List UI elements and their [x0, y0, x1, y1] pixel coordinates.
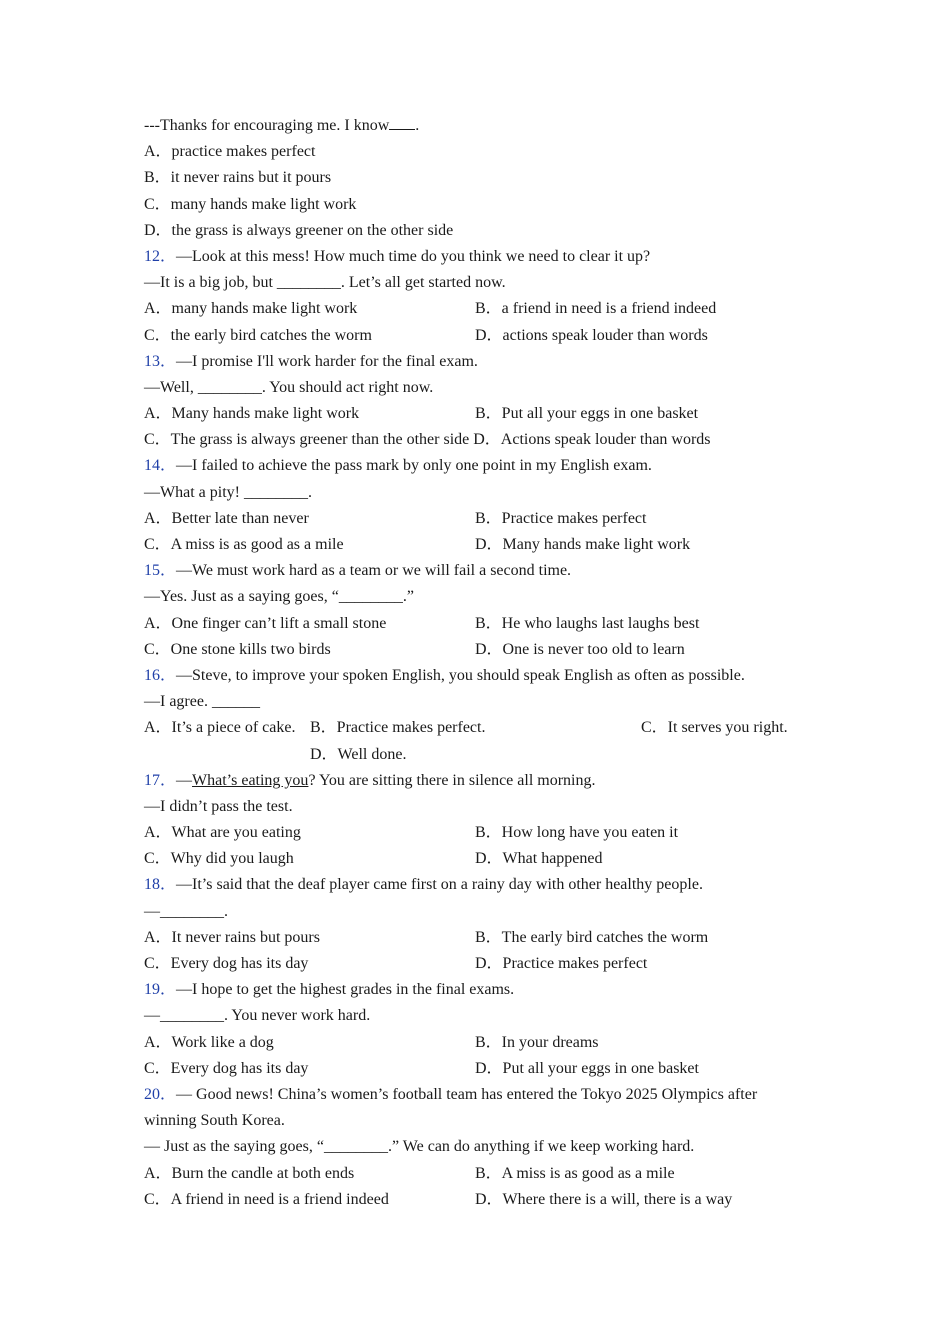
question-line: —I hope to get the highest grades in the final exams.: [176, 981, 515, 999]
question-line-cont: winning South Korea.: [144, 1112, 285, 1130]
option-row: [144, 1030, 804, 1056]
option-a: A．Better late than never: [144, 509, 309, 527]
option-b: B．a friend in need is a friend indeed: [475, 300, 717, 318]
option-d: D．Practice makes perfect: [475, 955, 648, 972]
question-20: [144, 1082, 804, 1108]
option-row: [144, 401, 804, 427]
response-line: —I didn’t pass the test.: [144, 797, 293, 815]
option-row: [144, 820, 804, 846]
option-row: [144, 1056, 804, 1082]
question-number: 12．: [144, 247, 177, 265]
option-b: B．Practice makes perfect: [475, 509, 647, 527]
response-line: — Just as the saying goes, “________.” We can do anything if we keep working hard.: [144, 1138, 695, 1156]
response-line: —What a pity! ________.: [144, 483, 312, 501]
option-b: B．Practice makes perfect.: [310, 719, 486, 737]
response-line: —________. You never work hard.: [144, 1007, 371, 1025]
option-d: D．Many hands make light work: [475, 536, 691, 553]
option-row: [144, 925, 804, 951]
question-number: 13．: [144, 352, 177, 370]
option-d: D．Put all your eggs in one basket: [475, 1059, 699, 1077]
response-line: —Yes. Just as a saying goes, “________.”: [144, 588, 414, 606]
option-row: [144, 532, 804, 558]
option-row: [144, 611, 804, 637]
question-number: 16．: [144, 666, 177, 684]
option-c: C．One stone kills two birds: [144, 640, 331, 658]
question-line-post: ? You are sitting there in silence all morning.: [308, 771, 596, 789]
question-stem: [144, 113, 804, 139]
worksheet: [144, 113, 804, 1213]
question-line: —Look at this mess! How much time do you think we need to clear it up?: [176, 247, 651, 265]
option-row: [144, 1187, 804, 1213]
option-row: [144, 323, 804, 349]
option-a: A．It never rains but pours: [144, 928, 320, 946]
option: B．it never rains but it pours: [144, 169, 332, 187]
option-b: B．Put all your eggs in one basket: [475, 405, 699, 423]
option-row: [144, 951, 804, 977]
question-number: 14．: [144, 457, 177, 475]
question-15: [144, 558, 804, 584]
option-d: D．Well done.: [310, 745, 407, 763]
option-a: A．Many hands make light work: [144, 405, 360, 423]
question-line: —I promise I'll work harder for the final exam.: [176, 352, 478, 370]
question-line-pre: —: [176, 771, 193, 789]
question-number: 19．: [144, 981, 177, 999]
question-number: 15．: [144, 562, 177, 580]
option: D．the grass is always greener on the other side: [144, 221, 454, 239]
option-a: A．One finger can’t lift a small stone: [144, 614, 387, 632]
option: A．practice makes perfect: [144, 143, 316, 161]
question-number: 20．: [144, 1085, 177, 1103]
response-line: —Well, ________. You should act right now.: [144, 378, 434, 396]
response-line: —It is a big job, but ________. Let’s all get started now.: [144, 274, 506, 292]
question-number: 17．: [144, 771, 177, 789]
option-d: D．actions speak louder than words: [475, 326, 708, 344]
option-d: D．Where there is a will, there is a way: [475, 1190, 733, 1208]
option-a: A．Burn the candle at both ends: [144, 1164, 355, 1182]
option-a: A．Work like a dog: [144, 1033, 274, 1051]
option-b: B．He who laughs last laughs best: [475, 614, 700, 632]
option-c: C．A miss is as good as a mile: [144, 536, 344, 553]
question-line: — Good news! China’s women’s football team has entered the Tokyo 2025 Olympics after: [176, 1085, 758, 1103]
option-c: C．Every dog has its day: [144, 955, 309, 972]
question-16: [144, 663, 804, 689]
question-number: 18．: [144, 876, 177, 894]
option-row: [144, 1161, 804, 1187]
option-b: B．In your dreams: [475, 1033, 599, 1051]
question-13: [144, 349, 804, 375]
option-c: C．Why did you laugh: [144, 850, 294, 868]
question-line: —It’s said that the deaf player came first on a rainy day with other healthy people.: [176, 876, 703, 894]
option-c: C．Every dog has its day: [144, 1059, 309, 1077]
option-row: [144, 506, 804, 532]
option-c: C．the early bird catches the worm: [144, 326, 372, 344]
question-18: [144, 872, 804, 898]
question-line: —I failed to achieve the pass mark by only one point in my English exam.: [176, 457, 652, 475]
option: C．many hands make light work: [144, 195, 357, 213]
option-a: A．It’s a piece of cake.: [144, 719, 296, 737]
option-row-cd: C．The grass is always greener than the other side D．Actions speak louder than words: [144, 431, 711, 449]
underlined-phrase: What’s eating you: [192, 771, 309, 789]
answer-blank: [389, 115, 415, 130]
question-line: —Steve, to improve your spoken English, you should speak English as often as possible.: [176, 666, 745, 684]
response-line: —I agree. ______: [144, 693, 260, 711]
option-c: C．It serves you right.: [641, 719, 788, 737]
option-c: C．A friend in need is a friend indeed: [144, 1190, 389, 1208]
response-line: —________.: [144, 902, 228, 920]
option-row: [144, 715, 804, 741]
question-12: [144, 244, 804, 270]
option-d: D．One is never too old to learn: [475, 640, 685, 658]
option-b: B．A miss is as good as a mile: [475, 1164, 675, 1182]
question-line: —We must work hard as a team or we will fail a second time.: [176, 562, 572, 580]
option-a: A．many hands make light work: [144, 300, 358, 318]
option-row: [144, 846, 804, 872]
option-b: B．The early bird catches the worm: [475, 928, 709, 946]
option-row: [144, 637, 804, 663]
option-row: [144, 296, 804, 322]
stem-end: .: [415, 117, 420, 134]
option-b: B．How long have you eaten it: [475, 824, 679, 842]
question-14: [144, 453, 804, 479]
option-a: A．What are you eating: [144, 824, 301, 842]
question-19: [144, 977, 804, 1003]
stem-text: ---Thanks for encouraging me. I know: [144, 117, 390, 134]
question-17: [144, 768, 804, 794]
option-d: D．What happened: [475, 850, 603, 868]
